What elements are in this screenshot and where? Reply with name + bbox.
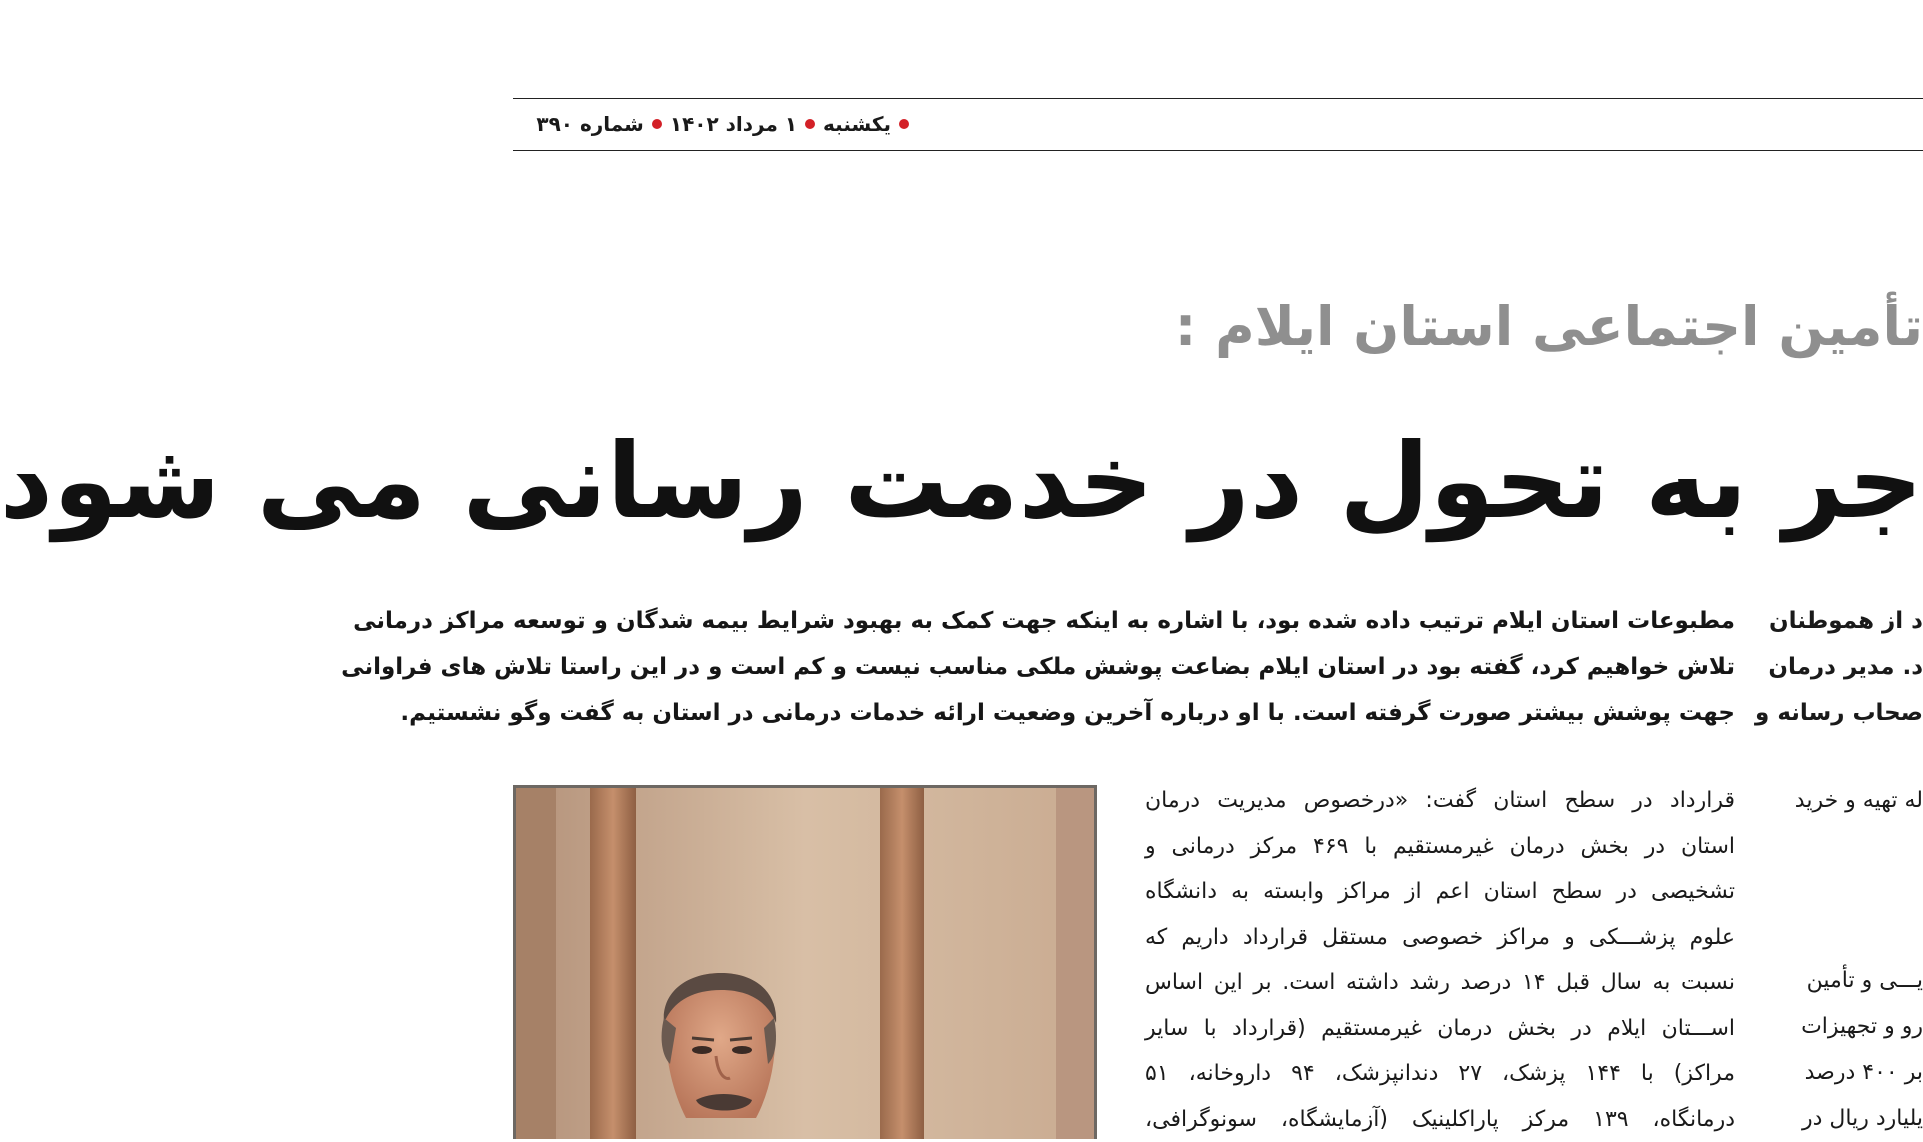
dateline-day: یکشنبه <box>823 112 891 136</box>
body-line: قرارداد در سطح استان گفت: «درخصوص مدیریت درمان <box>1145 778 1735 824</box>
adjacent-lead-line: د از هموطنان <box>1775 598 1923 644</box>
adjacent-body-line: یلیارد ریال در <box>1775 1096 1923 1142</box>
adjacent-column-lead <box>1775 598 1923 736</box>
article-lead <box>513 598 1735 736</box>
article-body <box>1145 778 1735 1142</box>
article-photo <box>513 785 1097 1139</box>
adjacent-lead-line: صحاب رسانه و <box>1775 690 1923 736</box>
dateline <box>515 106 909 142</box>
body-line: تشخیصی در سطح استان اعم از مراکز وابسته به دانشگاه <box>1145 869 1735 915</box>
body-line: نسبت به سال قبل ۱۴ درصد رشد داشته است. بر این اساس <box>1145 960 1735 1006</box>
dateline-issue: شماره ۳۹۰ <box>536 112 644 136</box>
bottom-rule <box>513 150 1923 151</box>
article-kicker: تأمین اجتماعی استان ایلام : <box>1283 282 1923 372</box>
article-headline: جر به تحول در خدمت رسانی می شود <box>543 406 1923 556</box>
body-line: درمانگاه، ۱۳۹ مرکز پاراکلینیک (آزمایشگاه، سونوگرافی، <box>1145 1097 1735 1142</box>
portrait-photo-illustration <box>516 788 1094 1139</box>
adjacent-lead-line: د. مدیر درمان <box>1775 644 1923 690</box>
adjacent-column-body <box>1775 958 1923 1142</box>
top-rule <box>513 98 1923 99</box>
lead-line: تلاش خواهیم کرد، گفته بود در استان ایلام بضاعت پوشش ملکی مناسب نیست و کم است و در این راستا تلاش های فراوانی <box>513 644 1735 690</box>
body-line: مراکز) با ۱۴۴ پزشک، ۲۷ دندانپزشک، ۹۴ داروخانه، ۵۱ <box>1145 1051 1735 1097</box>
dateline-date: ۱ مرداد ۱۴۰۲ <box>670 112 797 136</box>
adjacent-body-line: له تهیه و خرید <box>1775 778 1923 824</box>
bullet-dot-icon <box>805 119 815 129</box>
adjacent-body-line: رو و تجهیزات <box>1775 1004 1923 1050</box>
adjacent-body-line: یـــی و تأمین <box>1775 958 1923 1004</box>
body-line: استان در بخش درمان غیرمستقیم با ۴۶۹ مرکز درمانی و <box>1145 824 1735 870</box>
bullet-dot-icon <box>899 119 909 129</box>
adjacent-body-line: بر ۴۰۰ درصد <box>1775 1050 1923 1096</box>
body-line: علوم پزشـــکی و مراکز خصوصی مستقل قرارداد داریم که <box>1145 915 1735 961</box>
adjacent-column-body <box>1775 778 1923 824</box>
lead-line: مطبوعات استان ایلام ترتیب داده شده بود، با اشاره به اینکه جهت کمک به بهبود شرایط بیمه شدگان و توسعه مراکز درمانی <box>513 598 1735 644</box>
bullet-dot-icon <box>652 119 662 129</box>
body-line: اســـتان ایلام در بخش درمان غیرمستقیم (قرارداد با سایر <box>1145 1006 1735 1052</box>
lead-line: جهت پوشش بیشتر صورت گرفته است. با او درباره آخرین وضعیت ارائه خدمات درمانی در استان به گفت وگو نشستیم. <box>513 690 1735 736</box>
